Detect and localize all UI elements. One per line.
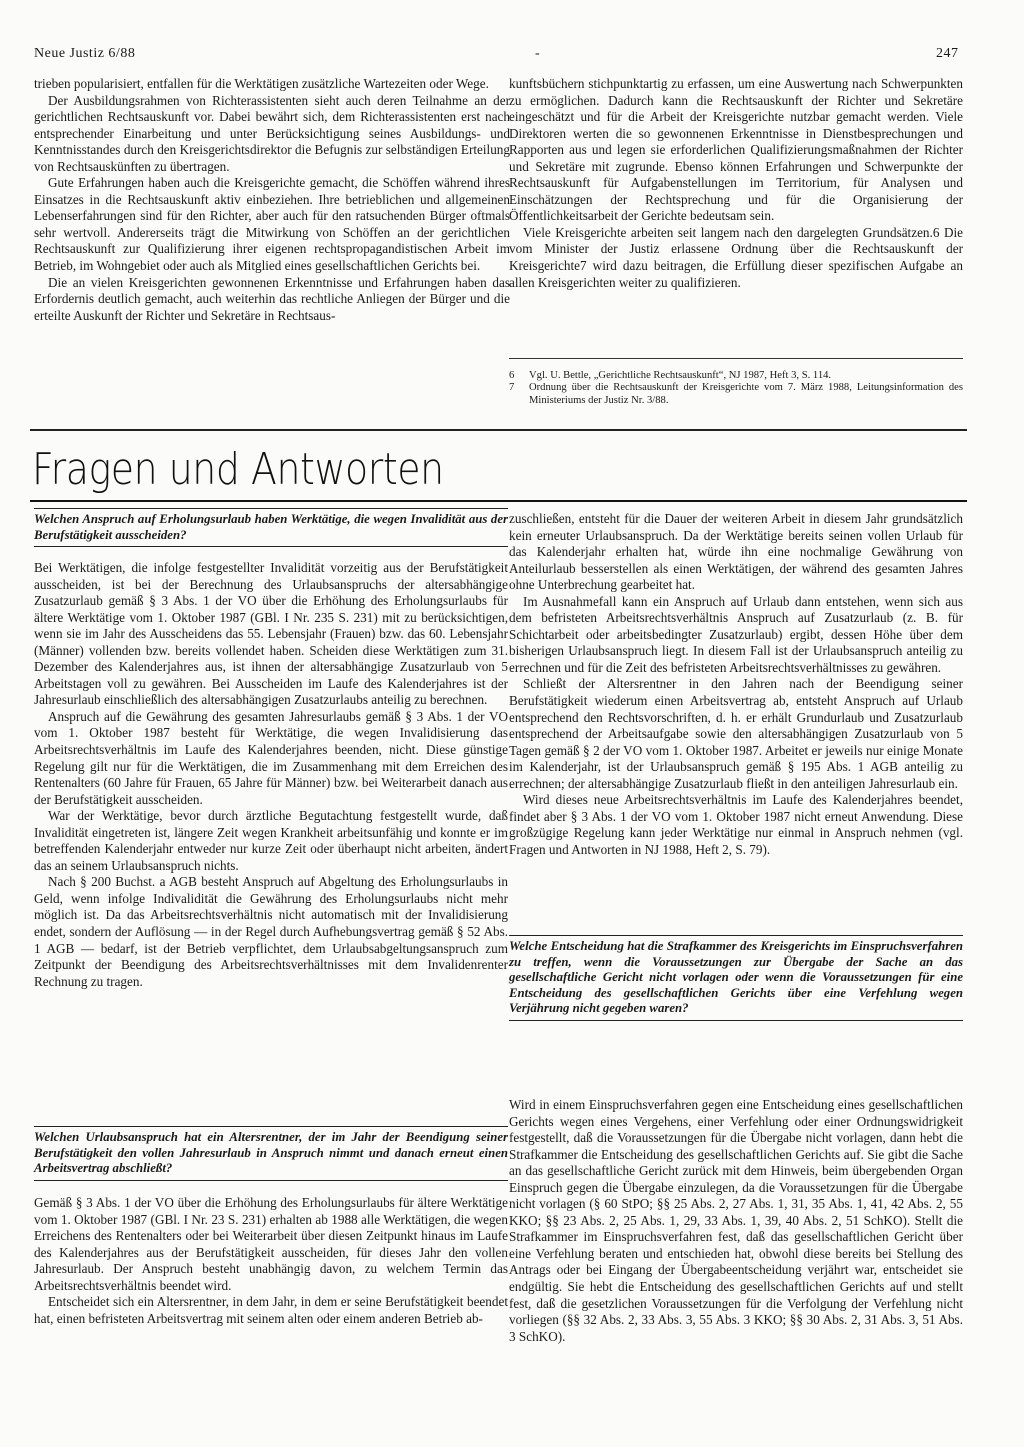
paragraph: Anspruch auf die Gewährung des gesamten Jahresurlaubs gemäß § 3 Abs. 1 der VO vom 1. Oktober 1987 besteht für Werktätige, die wegen Invalidisierung das Arbeitsrechtsverhältnis im Laufe des Kalenderjahres beenden, nicht. Diese günstige Regelung gilt nur für die Werktätigen, die im Zusammenhang mit dem Erreichen des Rentenalters (60 Jahre für Frauen, 65 Jahre für Männer) bzw. bei Weiterarbeit danach aus der Berufstätigkeit ausscheiden.	[34, 708, 508, 807]
question-1: Welchen Anspruch auf Erholungsurlaub haben Werktätige, die wegen Invalidität aus der Berufstätigkeit ausscheiden?	[34, 508, 508, 547]
paragraph: trieben popularisiert, entfallen für die Werktätigen zusätzliche Wartezeiten oder Wege.	[34, 76, 489, 91]
answer-3	[509, 1097, 963, 1345]
footnote	[509, 382, 963, 407]
top-right-column	[509, 76, 963, 291]
paragraph: Im Ausnahmefall kann ein Anspruch auf Urlaub dann entstehen, wenn sich aus dem befristeten Arbeitsrechtsverhältnis Anspruch auf Zusatzurlaub (z. B. für Schichtarbeit oder arbeitsbedingter Zusatzurlaub) ergibt, dessen Höhe über dem bisherigen Urlaubsanspruch liegt. In diesem Fall ist der Urlaubsanspruch anteilig zu errechnen und für die Zeit des befristeten Arbeitsrechtsverhältnisses zu gewähren.	[509, 593, 963, 675]
section-title: Fragen und Antworten	[32, 444, 444, 495]
paragraph: Die an vielen Kreisgerichten gewonnenen Erkenntnisse und Erfahrungen haben das Erfordernis deutlich gemacht, auch weiterhin das rechtliche Anliegen der Bürger und die erteilte Auskunft der Richter und Sekretäre in Rechtsaus-	[34, 274, 510, 323]
answer-2-continued	[509, 511, 963, 858]
paragraph: Wird dieses neue Arbeitsrechtsverhältnis im Laufe des Kalenderjahres beendet, findet aber § 3 Abs. 1 der VO vom 1. Oktober 1987 nicht erneut Anwendung. Diese großzügige Regelung kann jeder Werktätige nur einmal in Anspruch nehmen (vgl. Fragen und Antworten in NJ 1988, Heft 2, S. 79).	[509, 792, 963, 857]
paragraph: zuschließen, entsteht für die Dauer der weiteren Arbeit in diesem Jahr grundsätzlich kein erneuter Urlaubsanspruch. Da der Werktätige bereits seinen vollen Urlaub für das Kalenderjahr erhalten hat, würde ihn eine nochmalige Gewährung von Anteilurlaub besserstellen als einen Werktätigen, der während des gesamten Jahres ohne Unterbrechung gearbeitet hat.	[509, 511, 963, 593]
header-dash: -	[535, 46, 541, 61]
footnote-number: 7	[509, 382, 515, 394]
footnote-number: 6	[509, 370, 515, 381]
paragraph: Der Ausbildungsrahmen von Richterassistenten sieht auch deren Teilnahme an der gerichtlichen Rechtsauskunft vor. Dabei bewährt sich, dem Richterassistenten erst nach entsprechender Einarbeitung und unter Berücksichtigung seines Ausbildungs- und Kenntnisstandes durch den Kreisgerichtsdirektor die Befugnis zur selbständigen Erteilung von Rechtsauskünften zu übertragen.	[34, 92, 510, 174]
page-number: 247	[936, 46, 959, 61]
answer-2	[34, 1195, 508, 1327]
section-title-underline	[30, 500, 967, 502]
journal-header: Neue Justiz 6/88	[34, 46, 136, 61]
footnote-text: Vgl. U. Bettle, „Gerichtliche Rechtsauskunft“, NJ 1987, Heft 3, S. 114.	[529, 370, 832, 381]
footnote-text: Ordnung über die Rechtsauskunft der Kreisgerichte vom 7. März 1988, Leitungsinformation des Ministeriums der Justiz Nr. 3/88.	[529, 382, 963, 406]
paragraph: Viele Kreisgerichte arbeiten seit langem nach den dargelegten Grundsätzen.6 Die vom Minister der Justiz erlassene Ordnung über die Rechtsauskunft der Kreisgerichte7 wird dazu beitragen, die Erfüllung dieser spezifischen Aufgabe an allen Kreisgerichten weiter zu qualifizieren.	[509, 224, 963, 290]
paragraph: Gemäß § 3 Abs. 1 der VO über die Erhöhung des Erholungsurlaubs für ältere Werktätige vom 1. Oktober 1987 (GBl. I Nr. 23 S. 231) erhalten ab 1988 alle Werktätigen, die wegen Erreichens des Rentenalters oder bei Weiterarbeit über diesen Zeitpunkt hinaus im Laufe des Kalenderjahres aus der Berufstätigkeit ausscheiden, für dieses Jahr den vollen Jahresurlaub. Der Anspruch besteht unabhängig davon, zu welchem Termin das Arbeitsrechtsverhältnis beendet wird.	[34, 1195, 508, 1293]
question-2: Welchen Urlaubsanspruch hat ein Altersrentner, der im Jahr der Beendigung seiner Berufstätigkeit den vollen Jahresurlaub in Anspruch nimmt und danach erneut einen Arbeitsvertrag abschließt?	[34, 1126, 508, 1181]
paragraph: kunftsbüchern stichpunktartig zu erfassen, um eine Auswertung nach Schwerpunkten zu ermöglichen. Dadurch kann die Rechtsauskunft der Richter und Sekretäre eingeschätzt und für die Arbeit der Kreisgerichte nutzbar gemacht werden. Viele Direktoren werten die so gewonnenen Erkenntnisse in Dienstbesprechungen und Rapporten aus und legen sie erforderlichen Qualifizierungsmaßnahmen der Richter und Sekretäre mit zugrunde. Ebenso können Erfahrungen und Schwerpunkte der Rechtsauskunft für Aufgabenstellungen im Territorium, für Analysen und Einschätzungen der Rechtsprechung und für die Organisierung der Öffentlichkeitsarbeit der Gerichte bedeutsam sein.	[509, 76, 963, 224]
paragraph: Entscheidet sich ein Altersrentner, in dem Jahr, in dem er seine Berufstätigkeit beendet hat, einen befristeten Arbeitsvertrag mit seinem alten oder einem anderen Betrieb ab-	[34, 1294, 508, 1326]
paragraph: Bei Werktätigen, die infolge festgestellter Invalidität vorzeitig aus der Berufstätigkeit ausscheiden, ist bei der Berechnung des Urlaubsanspruchs der altersabhängige Zusatzurlaub gemäß § 3 Abs. 1 der VO über die Erhöhung des Erholungsurlaubs für ältere Werktätige vom 1. Oktober 1987 (GBl. I Nr. 235 S. 231) mit zu berücksichtigen, wenn sie im Jahr des Ausscheidens das 55. Lebensjahr (Frauen) bzw. das 60. Lebensjahr (Männer) vollenden bzw. bereits vollendet haben. Scheiden diese Werktätigen zum 31. Dezember des Kalenderjahres aus, ist ihnen der altersabhängige Zusatzurlaub von 5 Arbeitstagen voll zu gewähren. Bei Ausscheiden im Laufe des Kalenderjahres ist der Jahresurlaub einschließlich des altersabhängigen Zusatzurlaubs anteilig zu berechnen.	[34, 560, 508, 708]
footnote	[509, 370, 963, 382]
answer-1	[34, 560, 508, 990]
section-divider	[30, 429, 967, 431]
question-3: Welche Entscheidung hat die Strafkammer des Kreisgerichts im Einspruchsverfahren zu treffen, wenn die Voraussetzungen zur Übergabe der Sache an das gesellschaftliche Gericht nicht vorlagen oder wenn die Voraussetzungen für eine Entscheidung des gesellschaftlichen Gerichts über eine Verfehlung wegen Verjährung nicht gegeben waren?	[509, 935, 963, 1021]
footnotes	[509, 370, 963, 407]
paragraph: Schließt der Altersrentner in den Jahren nach der Beendigung seiner Berufstätigkeit wiederum einen Arbeitsvertrag ab, entsteht Anspruch auf Urlaub entsprechend den Rechtsvorschriften, d. h. er erhält Grundurlaub und Zusatzurlaub entsprechend der Arbeitsaufgabe sowie den altersabhängigen Zusatzurlaub von 5 Tagen gemäß § 2 der VO vom 1. Oktober 1987. Arbeitet er jeweils nur einige Monate im Kalenderjahr, ist der Urlaubsanspruch gemäß § 195 Abs. 1 AGB anteilig zu errechnen; der altersabhängige Zusatzurlaub fließt in den anteiligen Jahresurlaub ein.	[509, 676, 963, 791]
paragraph: Gute Erfahrungen haben auch die Kreisgerichte gemacht, die Schöffen während ihres Einsatzes in die Rechtsauskunft aktiv einbeziehen. Ihre betrieblichen und allgemeinen Lebenserfahrungen sind für den Richter, aber auch für den ratsuchenden Bürger oftmals sehr wertvoll. Andererseits trägt die Mitwirkung von Schöffen an der gerichtlichen Rechtsauskunft zur Qualifizierung ihrer eigenen rechtspropagandistischen Arbeit im Betrieb, im Wohngebiet oder auch als Mitglied eines gesellschaftlichen Gerichts bei.	[34, 175, 510, 274]
paragraph: War der Werktätige, bevor durch ärztliche Begutachtung festgestellt wurde, daß Invalidität eingetreten ist, längere Zeit wegen Krankheit arbeitsunfähig und konnte er im betreffenden Kalenderjahr entweder nur kurze Zeit oder überhaupt nicht arbeiten, ändert das an seinem Urlaubsanspruch nichts.	[34, 808, 508, 873]
paragraph: Nach § 200 Buchst. a AGB besteht Anspruch auf Abgeltung des Erholungsurlaubs in Geld, wenn infolge Indivalidität die Gewährung des Erholungsurlaubs nicht mehr möglich ist. Da das Arbeitsrechtsverhältnis nicht automatisch mit der Invalidisierung endet, sondern der Auflösung — in der Regel durch Aufhebungsvertrag gemäß § 52 Abs. 1 AGB — bedarf, ist der Betrieb verpflichtet, dem Urlaubsabgeltungsanspruch zum Zeitpunkt der Beendigung des Arbeitsrechtsverhältnisses mit dem Invalidenrenter Rechnung zu tragen.	[34, 874, 508, 989]
paragraph: Wird in einem Einspruchsverfahren gegen eine Entscheidung eines gesellschaftlichen Gerichts wegen eines Vergehens, einer Verfehlung oder einer Ordnungswidrigkeit festgestellt, daß die Voraussetzungen für die Übergabe nicht vorlagen, dann hebt die Strafkammer die Entscheidung des gesellschaftlichen Gerichts auf. Sie gibt die Sache an das gesellschaftliche Gericht zurück mit dem Hinweis, beim übergebenden Organ Einspruch gegen die Übergabe einzulegen, da die Voraussetzungen für die Übergabe nicht vorlagen (§ 60 StPO; §§ 25 Abs. 2, 27 Abs. 1, 31, 35 Abs. 1, 41, 42 Abs. 2, 55 KKO; §§ 23 Abs. 2, 25 Abs. 1, 29, 33 Abs. 1, 39, 40 Abs. 2, 51 SchKO). Stellt die Strafkammer im Einspruchsverfahren fest, daß das gesellschaftlichen Gericht über eine Verfehlung beraten und entschieden hat, obwohl diese bereits bei Stellung des Antrags oder bei Eingang der Übergabeentscheidung verjährt war, entscheidet sie endgültig. Sie hebt die Entscheidung des gesellschaftlichen Gerichts auf und stellt fest, daß die gesetzlichen Voraussetzungen für die Verfolgung der Verfehlung nicht vorliegen (§§ 32 Abs. 2, 33 Abs. 3, 55 Abs. 3 KKO; §§ 30 Abs. 2, 31 Abs. 3, 51 Abs. 3 SchKO).	[509, 1097, 963, 1344]
top-left-column	[34, 76, 510, 324]
footnote-divider	[509, 358, 963, 359]
